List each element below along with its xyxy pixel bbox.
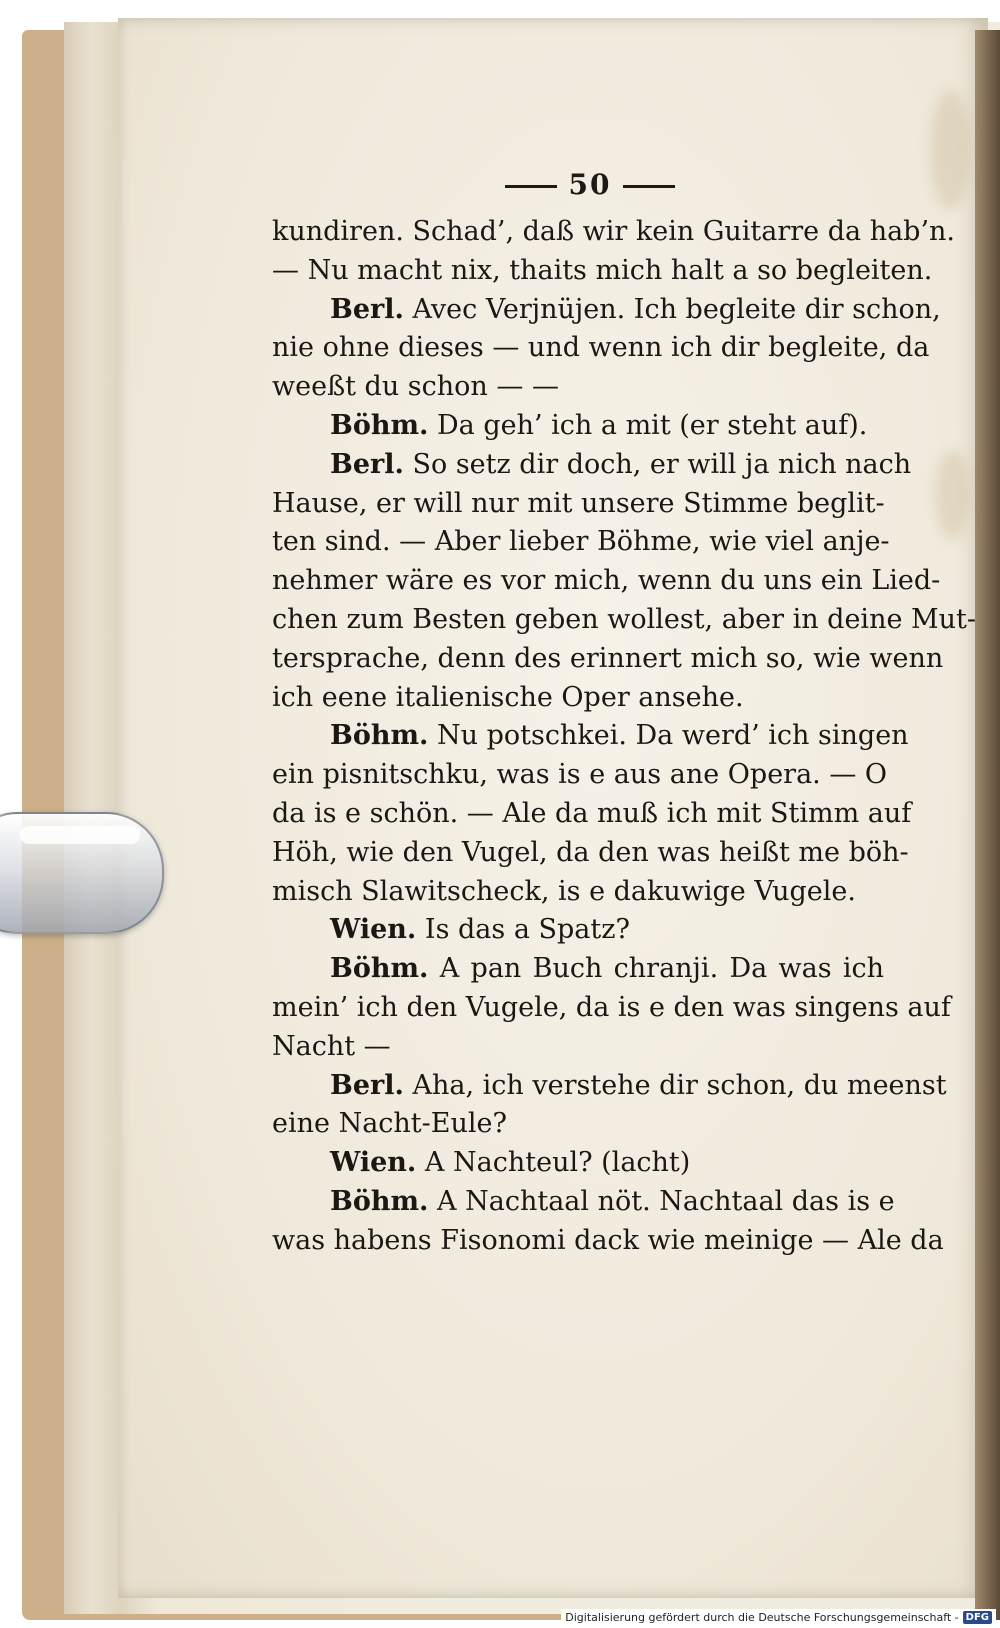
line-text: Is das a Spatz? [424,914,630,946]
speaker-name: Wien. [330,914,417,946]
line-text: chen zum Besten geben wollest, aber in deine Mut- [272,603,977,635]
text-line [272,446,912,485]
text-line [272,562,941,601]
line-text: misch Slawitscheck, is e dakuwige Vugele. [272,875,856,907]
speaker-name: Böhm. [330,409,429,441]
speaker-name: Böhm. [330,720,429,752]
speaker-name: Böhm. [330,953,429,985]
line-text: nie ohne dieses — und wenn ich dir begleite, da [272,332,930,364]
line-text: weeßt du schon — — [272,371,559,403]
text-line [272,1067,947,1106]
text-line [272,1144,884,1183]
text-line [272,1222,944,1261]
page-number: 50 [568,168,612,201]
text-line [272,873,884,912]
line-text: nehmer wäre es vor mich, wenn du uns ein Lied- [272,565,941,597]
line-text: Aha, ich verstehe dir schon, du meenst [412,1069,947,1101]
text-line [272,523,890,562]
text-line [272,213,956,252]
page-header [490,168,690,201]
text-line [272,407,884,446]
line-text: ein pisnitschku, was is e aus ane Opera. — O [272,759,888,791]
text-line [272,640,944,679]
dfg-logo: DFG [963,1611,992,1624]
line-text: kundiren. Schad’, daß wir kein Guitarre da hab’n. [272,216,956,247]
line-text: Avec Verjnüjen. Ich begleite dir schon, [412,293,941,325]
text-line [272,329,930,368]
text-line [272,717,909,756]
text-line [272,1183,895,1222]
speaker-name: Wien. [330,1147,417,1179]
text-line [272,756,888,795]
text-line [272,989,951,1028]
line-text: A Nachtaal nöt. Nachtaal das is e [437,1185,895,1217]
line-text: mein’ ich den Vugele, da is e den was singens auf [272,991,951,1023]
line-text: — Nu macht nix, thaits mich halt a so begleiten. [272,254,933,286]
line-text: ten sind. — Aber lieber Böhme, wie viel anje- [272,526,890,558]
speaker-name: Böhm. [330,1185,429,1217]
text-line [272,485,884,524]
line-text: was habens Fisonomi dack wie meinige — Ale da [272,1224,944,1256]
line-text: A Nachteul? (lacht) [424,1147,691,1179]
text-line [272,601,977,640]
line-text: A pan Buch chranji. Da was ich [439,953,885,985]
line-text: Da geh’ ich a mit (er steht auf). [437,409,868,441]
page-text [272,213,977,1261]
text-line [272,834,909,873]
line-text: Nacht — [272,1030,391,1062]
page-stain [935,450,970,540]
line-text: da is e schön. — Ale da muß ich mit Stimm auf [272,797,912,829]
text-line [272,1028,884,1067]
header-rule-right [623,185,675,188]
text-line [272,950,884,989]
clip-highlight [20,826,140,844]
line-text: Höh, wie den Vugel, da den was heißt me böh- [272,836,909,868]
book-spine [975,30,1000,1620]
text-line [272,795,912,834]
line-text: Nu potschkei. Da werd’ ich singen [437,720,909,752]
text-line [272,911,884,950]
footer-credit: Digitalisierung gefördert durch die Deutsche Forschungsgemeinschaft - [565,1611,959,1624]
speaker-name: Berl. [330,293,404,325]
line-text: ich eene italienische Oper ansehe. [272,681,744,713]
line-text: tersprache, denn des erinnert mich so, wie wenn [272,642,944,674]
header-rule-left [505,185,557,188]
line-text: eine Nacht-Eule? [272,1108,507,1140]
speaker-name: Berl. [330,1069,404,1101]
line-text: Hause, er will nur mit unsere Stimme beglit- [272,487,885,519]
text-line [272,1105,884,1144]
line-text: So setz dir doch, er will ja nich nach [412,448,912,480]
digitization-footer [561,1609,996,1626]
text-line [272,252,933,291]
page-stain [930,90,970,210]
text-line [272,291,941,330]
text-line [272,679,884,718]
speaker-name: Berl. [330,448,404,480]
text-line [272,368,884,407]
